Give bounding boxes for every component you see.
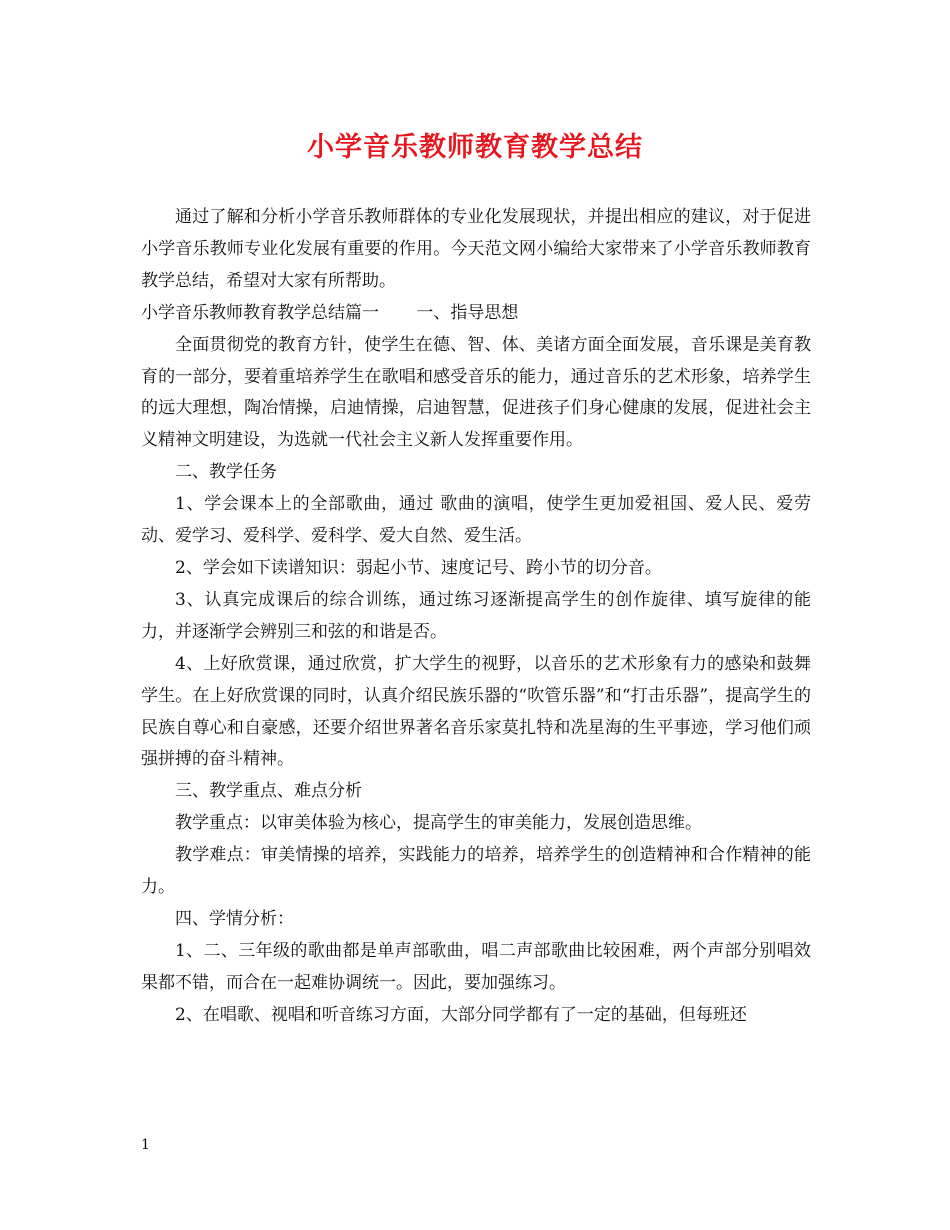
paragraph: 教学难点：审美情操的培养，实践能力的培养，培养学生的创造精神和合作精神的能力。 [141,845,811,898]
document-title: 小学音乐教师教育教学总结 [307,132,643,163]
paragraph: 2、学会如下读谱知识：弱起小节、速度记号、跨小节的切分音。 [175,557,662,578]
document-body [141,202,811,1032]
section-heading-line [141,298,811,330]
paragraph: 1、二、三年级的歌曲都是单声部歌曲，唱二声部歌曲比较困难，两个声部分别唱效果都不错，而合在一起难协调统一。因此，要加强练习。 [141,940,811,993]
section-subheading: 一、指导思想 [416,302,519,323]
paragraph: 2、在唱歌、视唱和听音练习方面，大部分同学都有了一定的基础，但每班还 [175,1004,747,1025]
page-number: 1 [141,1137,150,1153]
section-title: 小学音乐教师教育教学总结篇一 [141,302,379,323]
paragraph: 3、认真完成课后的综合训练，通过练习逐渐提高学生的创作旋律、填写旋律的能力，并逐渐学会辨别三和弦的和谐是否。 [141,589,811,642]
paragraph: 通过了解和分析小学音乐教师群体的专业化发展现状，并提出相应的建议，对于促进小学音乐教师专业化发展有重要的作用。今天范文网小编给大家带来了小学音乐教师教育教学总结，希望对大家有所帮助。 [141,207,811,291]
paragraph: 1、学会课本上的全部歌曲，通过 歌曲的演唱，使学生更加爱祖国、爱人民、爱劳动、爱学习、爱科学、爱科学、爱大自然、爱生活。 [141,494,811,547]
paragraph: 4、上好欣赏课，通过欣赏，扩大学生的视野，以音乐的艺术形象有力的感染和鼓舞学生。在上好欣赏课的同时，认真介绍民族乐器的“吹管乐器”和“打击乐器”，提高学生的民族自尊心和自豪感，还要介绍世界著名音乐家莫扎特和冼星海的生平事迹，学习他们顽强拼搏的奋斗精神。 [141,653,811,770]
section-heading: 三、教学重点、难点分析 [175,781,362,802]
paragraph: 全面贯彻党的教育方针，使学生在德、智、体、美诸方面全面发展，音乐课是美育教育的一部分，要着重培养学生在歌唱和感受音乐的能力，通过音乐的艺术形象，培养学生的远大理想，陶冶情操，启迪情操，启迪智慧，促进孩子们身心健康的发展，促进社会主义精神文明建设，为选就一代社会主义新人发挥重要作用。 [141,334,811,451]
paragraph: 教学重点：以审美体验为核心，提高学生的审美能力，发展创造思维。 [175,813,702,834]
section-heading: 二、教学任务 [175,462,277,483]
section-heading: 四、学情分析： [175,908,294,929]
